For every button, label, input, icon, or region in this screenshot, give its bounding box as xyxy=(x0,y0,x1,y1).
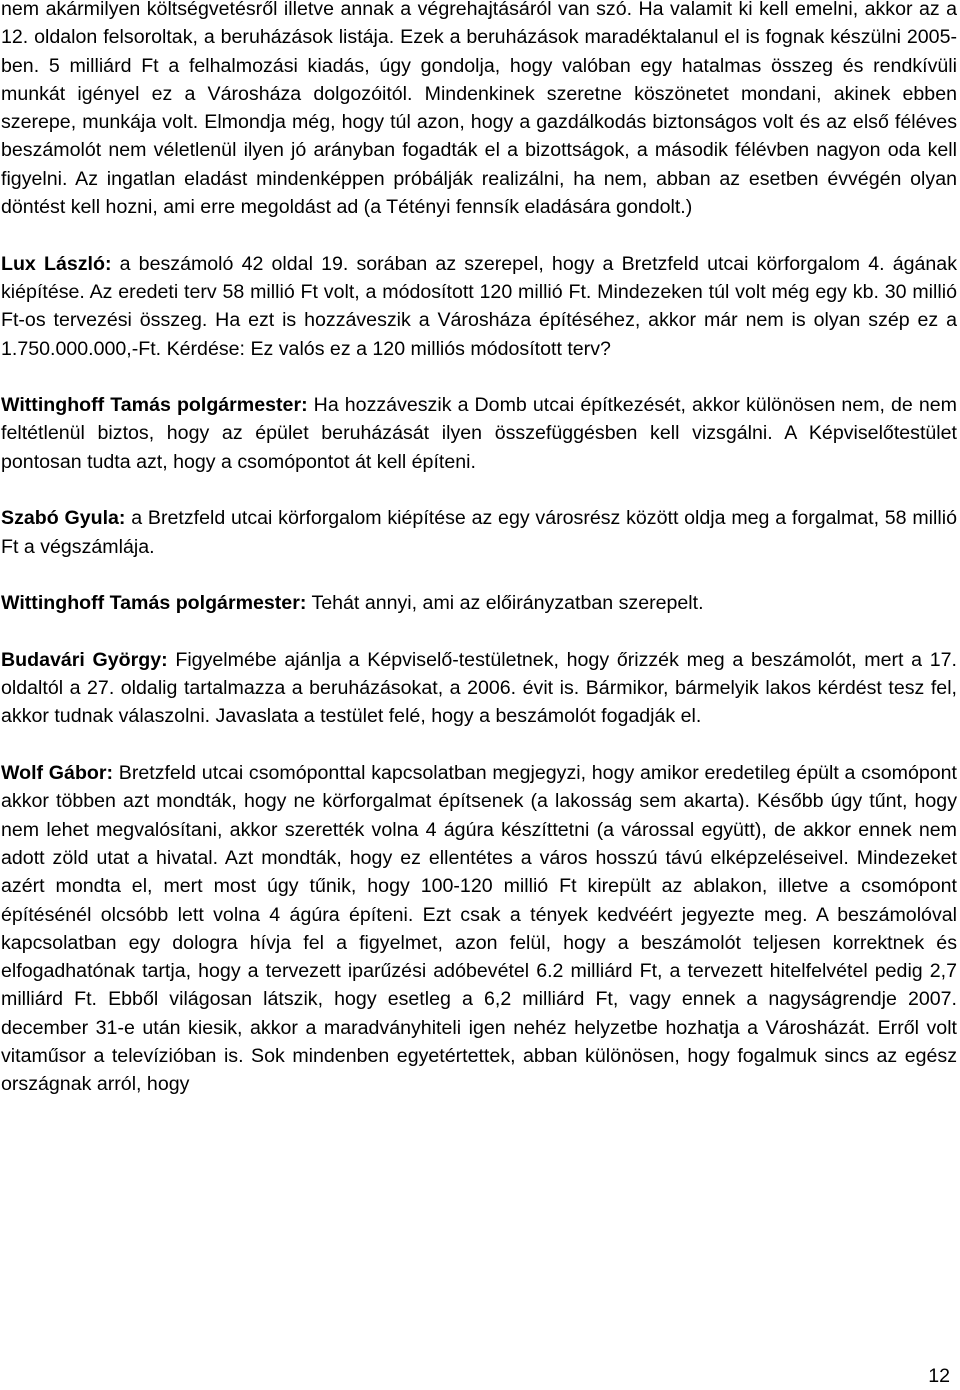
paragraph-szabo-gyula xyxy=(1,504,957,561)
paragraph-gap xyxy=(1,731,957,759)
paragraph-wittinghoff-1 xyxy=(1,391,957,476)
speaker-name: Budavári György: xyxy=(1,648,168,671)
paragraph-wittinghoff-2 xyxy=(1,589,957,617)
paragraph-gap xyxy=(1,221,957,249)
paragraph-text: a beszámoló 42 oldal 19. sorában az szerepel, hogy a Bretzfeld utcai körforgalom 4. ágának kiépítése. Az eredeti terv 58 millió Ft volt, a módosított 120 millió Ft. Mindezeken túl volt még egy kb. 30 millió Ft-os tervezési összeg. Ha ezt is hozzáveszik a Városháza építéséhez, akkor már nem is olyan szép ez a 1.750.000.000,-Ft. Kérdése: Ez valós ez a 120 milliós módosított terv? xyxy=(1,252,957,360)
paragraph-text: Tehát annyi, ami az előirányzatban szerepelt. xyxy=(306,592,704,615)
paragraph-gap xyxy=(1,618,957,646)
paragraph-text: a Bretzfeld utcai körforgalom kiépítése az egy városrész között oldja meg a forgalmat, 58 millió Ft a végszámlája. xyxy=(1,507,957,558)
speaker-name: Wittinghoff Tamás polgármester: xyxy=(1,394,308,417)
paragraph-text: nem akármilyen költségvetésről illetve annak a végrehajtásáról van szó. Ha valamit ki kell emelni, akkor az a 12. oldalon felsoroltak, a beruházások listája. Ezek a beruházások maradéktalanul el is fognak készülni 2005-ben. 5 milliárd Ft a felhalmozási kiadás, úgy gondolja, hogy valóban egy hatalmas összeg és rendkívüli munkát igényel ez a Városháza dolgozóitól. Mindenkinek szeretne köszönetet mondani, akinek ebben szerepe, munkája volt. Elmondja még, hogy túl azon, hogy a gazdálkodás biztonságos volt és az első féléves beszámolót nem véletlenül ilyen jó arányban fogadták el a bizottságok, a második félévben nagyon oda kell figyelni. Az ingatlan eladást mindenképpen próbálják realizálni, ha nem, abban az esetben évvégén olyan döntést kell hozni, ami erre megoldást ad (a Tétényi fennsík eladására gondolt.) xyxy=(1,0,957,219)
speaker-name: Szabó Gyula: xyxy=(1,507,126,530)
speaker-name: Lux László: xyxy=(1,252,112,275)
paragraph-gap xyxy=(1,476,957,504)
paragraph-text: Bretzfeld utcai csomóponttal kapcsolatban megjegyzi, hogy amikor eredetileg épült a csomópont akkor többen azt mondták, hogy ne körforgalmat építsenek (a lakosság sem akarta). Később úgy tűnt, hogy nem lehet megvalósítani, akkor szerették volna 4 ágúra készíttetni (a várossal együtt), de akkor ennek nem adott zöld utat a hivatal. Azt mondták, hogy ez ellentétes a város hosszú távú elképzeléseivel. Mindezeket azért mondta el, mert most úgy tűnik, hogy 100-120 millió Ft kirepült az ablakon, illetve a csomópont építésénél olcsóbb lett volna 4 ágúra építeni. Ezt csak a tények kedvéért jegyezte meg. A beszámolóval kapcsolatban egy dologra hívja fel a figyelmet, azon felül, hogy a beszámolót teljesen korrektnek és elfogadhatónak tartja, hogy a tervezett iparűzési adóbevétel 6.2 milliárd Ft, a tervezett hitelfelvétel pedig 2,7 milliárd Ft. Ebből világosan látszik, hogy esetleg a 6,2 milliárd Ft, vagy ennek a nagyságrendje 2007. december 31-e után kiesik, akkor a maradványhiteli igen nehéz helyzetbe hozhatja a Városházát. Erről volt vitaműsor a televízióban is. Sok mindenben egyetértettek, abban különösen, hogy fogalmuk sincs az egész országnak arról, hogy xyxy=(1,762,957,1096)
paragraph-gap xyxy=(1,363,957,391)
document-body xyxy=(1,0,957,1099)
paragraph-lux-laszlo xyxy=(1,250,957,363)
paragraph-text: Ha hozzáveszik a Domb utcai építkezését, akkor különösen nem, de nem feltétlenül biztos, hogy az épület beruházását ilyen összefüggésben kell vizsgálni. A Képviselőtestület pontosan tudta azt, hogy a csomópontot át kell építeni. xyxy=(1,394,957,473)
paragraph-budavari-gyorgy xyxy=(1,646,957,731)
paragraph-text: Figyelmébe ajánlja a Képviselő-testületnek, hogy őrizzék meg a beszámolót, mert a 17. oldaltól a 27. oldalig tartalmazza a beruházásokat, a 2006. évit is. Bármikor, bármelyik lakos kérdést tesz fel, akkor tudnak válaszolni. Javaslata a testület felé, hogy a beszámolót fogadják el. xyxy=(1,648,957,728)
page-number: 12 xyxy=(928,1365,950,1387)
speaker-name: Wittinghoff Tamás polgármester: xyxy=(1,592,307,615)
paragraph-wolf-gabor xyxy=(1,759,957,1099)
paragraph-intro xyxy=(1,0,957,221)
speaker-name: Wolf Gábor: xyxy=(1,762,114,785)
paragraph-gap xyxy=(1,561,957,589)
